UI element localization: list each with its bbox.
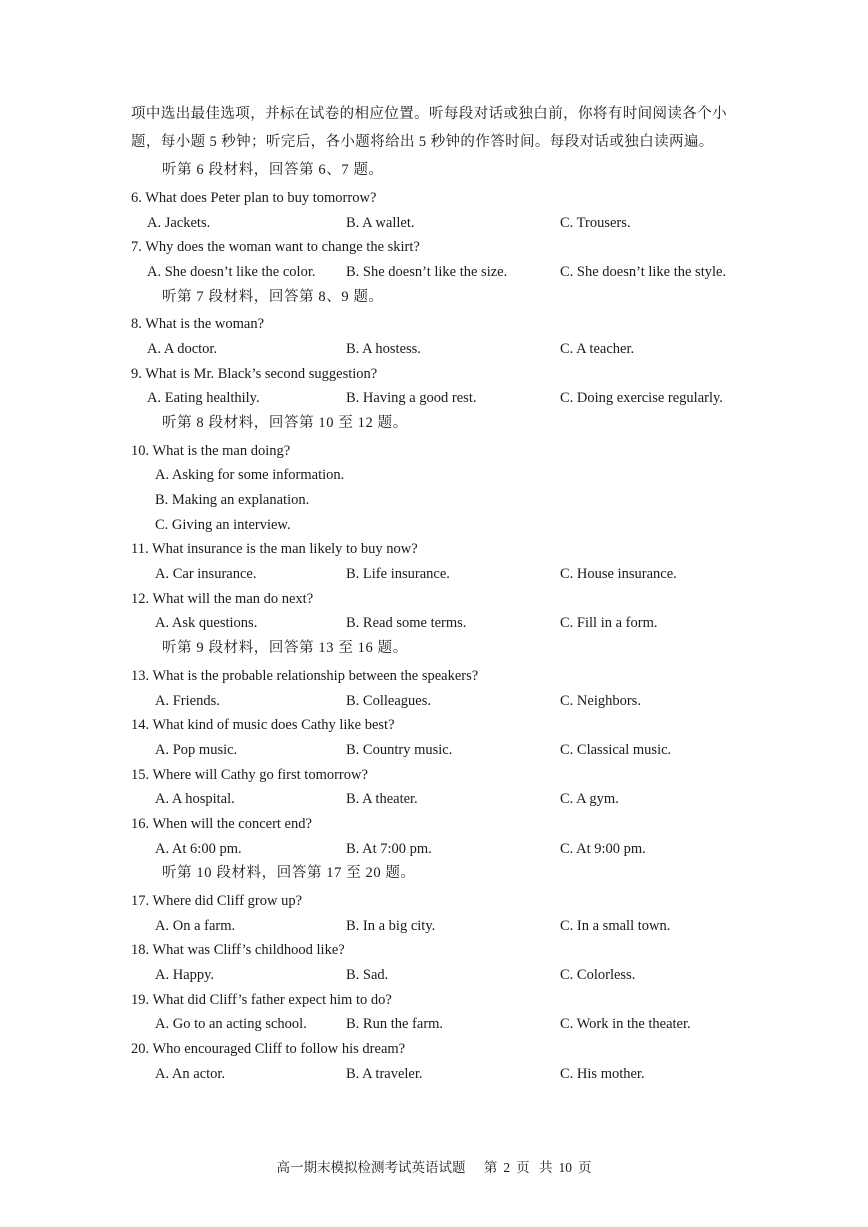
page-prefix: 第 [483, 1160, 498, 1175]
question-stem: 16. When will the concert end? [131, 816, 312, 832]
page-number: 2 [503, 1160, 511, 1175]
question-stem: 19. What did Cliff’s father expect him to do? [131, 992, 392, 1008]
option-b: B. A hostess. [346, 341, 421, 357]
question-stem: 10. What is the man doing? [131, 443, 291, 459]
question-stem: 6. What does Peter plan to buy tomorrow? [131, 190, 377, 206]
question-stem: 13. What is the probable relationship between the speakers? [131, 668, 479, 684]
option-c: C. A gym. [560, 791, 619, 807]
option-a: A. Happy. [155, 967, 215, 983]
total-prefix: 共 [539, 1160, 553, 1175]
question-stem: 17. Where did Cliff grow up? [131, 893, 303, 909]
option-c: C. His mother. [560, 1066, 645, 1082]
option-a: A. At 6:00 pm. [155, 841, 242, 857]
option-a: A. On a farm. [155, 918, 236, 934]
instructions-line-2: 题，每小题 5 秒钟；听完后，各小题将给出 5 秒钟的作答时间。每段对话或独白读两遍。 [131, 134, 714, 150]
option-a: A. A hospital. [155, 791, 235, 807]
option-a: A. Asking for some information. [155, 467, 345, 483]
option-c: C. In a small town. [560, 918, 671, 934]
option-b: B. Making an explanation. [155, 492, 310, 508]
option-b: B. Read some terms. [346, 615, 467, 631]
option-c: C. She doesn’t like the style. [560, 264, 727, 280]
option-b: B. Run the farm. [346, 1016, 444, 1032]
option-b: B. In a big city. [346, 918, 436, 934]
page-footer [0, 1156, 868, 1176]
option-c: C. House insurance. [560, 566, 677, 582]
question-stem: 20. Who encouraged Cliff to follow his dream? [131, 1041, 406, 1057]
option-c: C. Doing exercise regularly. [560, 390, 723, 406]
option-c: C. Fill in a form. [560, 615, 658, 631]
option-a: A. She doesn’t like the color. [147, 264, 316, 280]
option-b: B. Country music. [346, 742, 453, 758]
section-heading-10: 听第 10 段材料，回答第 17 至 20 题。 [162, 865, 416, 881]
option-b: B. A wallet. [346, 215, 415, 231]
option-b: B. Life insurance. [346, 566, 450, 582]
section-heading-9: 听第 9 段材料，回答第 13 至 16 题。 [162, 640, 408, 656]
option-a: A. Jackets. [147, 215, 211, 231]
question-stem: 18. What was Cliff’s childhood like? [131, 942, 345, 958]
question-stem: 11. What insurance is the man likely to buy now? [131, 541, 418, 557]
question-stem: 15. Where will Cathy go first tomorrow? [131, 767, 368, 783]
option-c: C. Colorless. [560, 967, 636, 983]
option-c: C. Trousers. [560, 215, 631, 231]
option-a: A. A doctor. [147, 341, 218, 357]
question-stem: 8. What is the woman? [131, 316, 265, 332]
option-a: A. Car insurance. [155, 566, 257, 582]
option-c: C. Neighbors. [560, 693, 641, 709]
question-stem: 12. What will the man do next? [131, 591, 314, 607]
option-a: A. Pop music. [155, 742, 238, 758]
option-b: B. Colleagues. [346, 693, 431, 709]
question-stem: 9. What is Mr. Black’s second suggestion? [131, 366, 378, 382]
option-b: B. A theater. [346, 791, 418, 807]
total-pages: 10 [558, 1160, 572, 1175]
footer-title: 高一期末模拟检测考试英语试题 [276, 1160, 466, 1175]
page-mid: 页 [516, 1160, 530, 1175]
question-stem: 14. What kind of music does Cathy like best? [131, 717, 395, 733]
instructions-line-1: 项中选出最佳选项，并标在试卷的相应位置。听每段对话或独白前，你将有时间阅读各个小 [131, 106, 727, 122]
option-c: C. At 9:00 pm. [560, 841, 646, 857]
section-heading-6: 听第 6 段材料，回答第 6、7 题。 [162, 162, 384, 178]
section-heading-8: 听第 8 段材料，回答第 10 至 12 题。 [162, 415, 408, 431]
total-suffix: 页 [578, 1160, 592, 1175]
option-a: A. Go to an acting school. [155, 1016, 307, 1032]
question-stem: 7. Why does the woman want to change the skirt? [131, 239, 420, 255]
option-a: A. An actor. [155, 1066, 226, 1082]
section-heading-7: 听第 7 段材料，回答第 8、9 题。 [162, 289, 384, 305]
option-b: B. At 7:00 pm. [346, 841, 432, 857]
option-b: B. Having a good rest. [346, 390, 477, 406]
option-a: A. Eating healthily. [147, 390, 260, 406]
option-a: A. Friends. [155, 693, 220, 709]
option-b: B. Sad. [346, 967, 389, 983]
option-c: C. Work in the theater. [560, 1016, 691, 1032]
option-c: C. Giving an interview. [155, 517, 291, 533]
option-a: A. Ask questions. [155, 615, 258, 631]
option-c: C. Classical music. [560, 742, 672, 758]
option-b: B. She doesn’t like the size. [346, 264, 508, 280]
option-c: C. A teacher. [560, 341, 635, 357]
option-b: B. A traveler. [346, 1066, 423, 1082]
